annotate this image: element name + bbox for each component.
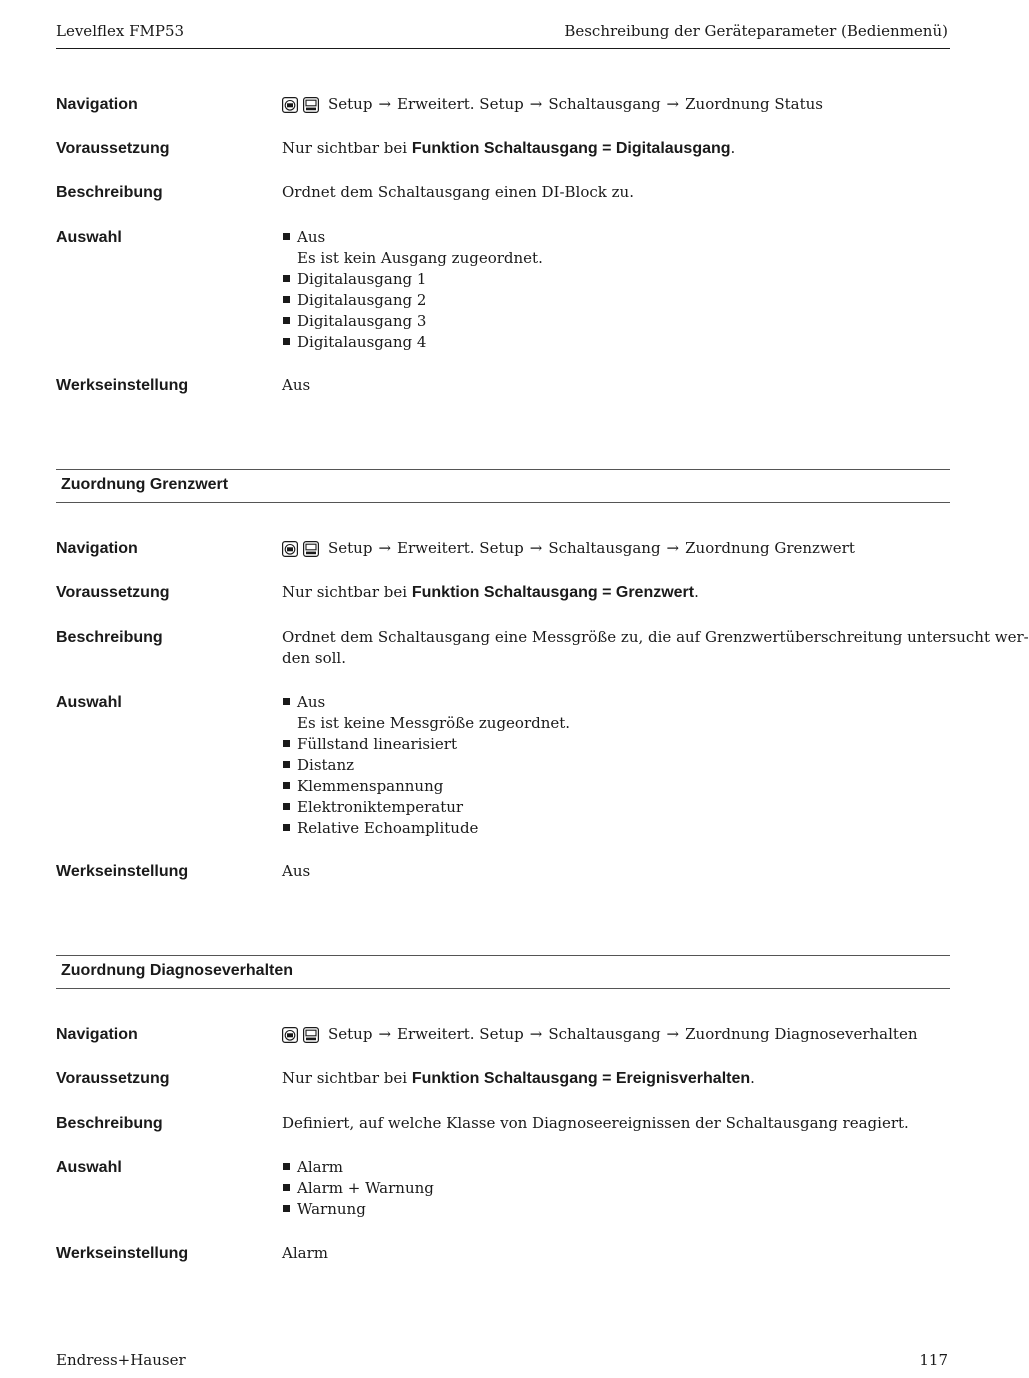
option-label: Alarm + Warnung — [297, 1179, 434, 1197]
page-header — [56, 20, 950, 49]
list-item — [282, 734, 946, 755]
section-title: Zuordnung Diagnoseverhalten — [61, 962, 294, 979]
auswahl-list — [282, 1157, 946, 1220]
bullet-square-icon — [283, 824, 290, 831]
arrow-icon: → — [529, 95, 543, 113]
label-navigation: Navigation — [56, 1026, 138, 1043]
voraussetzung-suffix: . — [730, 139, 736, 157]
option-label: Digitalausgang 1 — [297, 270, 427, 288]
bullet-square-icon — [283, 803, 290, 810]
beschreibung-text — [282, 627, 1029, 669]
list-item — [282, 1178, 946, 1199]
beschreibung-line: den soll. — [282, 649, 346, 667]
bullet-square-icon — [283, 698, 290, 705]
arrow-icon: → — [666, 1025, 680, 1043]
header-product: Levelflex FMP53 — [56, 22, 185, 40]
menu-icon — [282, 541, 298, 557]
list-item — [282, 311, 946, 332]
voraussetzung-text — [282, 138, 946, 159]
section-title-bar — [56, 469, 950, 503]
option-label: Relative Echoamplitude — [297, 819, 479, 837]
menu-icon — [282, 97, 298, 113]
option-description: Es ist keine Messgröße zugeordnet. — [297, 714, 571, 732]
voraussetzung-prefix: Nur sichtbar bei — [282, 583, 412, 601]
option-label: Füllstand linearisiert — [297, 735, 457, 753]
arrow-icon: → — [378, 1025, 392, 1043]
option-label: Digitalausgang 2 — [297, 291, 427, 309]
nav-step: Setup — [328, 539, 373, 557]
nav-step: Schaltausgang — [548, 95, 661, 113]
navigation-path — [282, 94, 946, 115]
label-beschreibung: Beschreibung — [56, 629, 163, 646]
nav-step: Zuordnung Diagnoseverhalten — [685, 1025, 918, 1043]
list-item — [282, 776, 946, 797]
auswahl-list — [282, 227, 946, 353]
arrow-icon: → — [529, 1025, 543, 1043]
option-label: Aus — [297, 693, 326, 711]
nav-step: Schaltausgang — [548, 539, 661, 557]
label-navigation: Navigation — [56, 540, 138, 557]
list-item — [282, 818, 946, 839]
option-label: Digitalausgang 4 — [297, 333, 427, 351]
werkseinstellung-value: Aus — [282, 862, 311, 880]
bullet-square-icon — [283, 338, 290, 345]
nav-step: Zuordnung Grenzwert — [685, 539, 855, 557]
section-title-bar — [56, 955, 950, 989]
bullet-square-icon — [283, 1205, 290, 1212]
list-item — [282, 1157, 946, 1178]
navigation-path — [282, 1024, 946, 1045]
footer-company: Endress+Hauser — [56, 1351, 186, 1369]
page-number: 117 — [919, 1351, 948, 1369]
bullet-square-icon — [283, 761, 290, 768]
label-beschreibung: Beschreibung — [56, 1115, 163, 1132]
nav-step: Setup — [328, 95, 373, 113]
list-item — [282, 227, 946, 269]
voraussetzung-suffix: . — [694, 583, 699, 601]
voraussetzung-condition: Funktion Schaltausgang = Grenzwert — [411, 584, 695, 601]
nav-step: Erweitert. Setup — [397, 95, 524, 113]
display-icon — [303, 1027, 319, 1043]
section-title: Zuordnung Grenzwert — [61, 476, 229, 493]
list-item — [282, 692, 946, 734]
header-chapter: Beschreibung der Geräteparameter (Bedienmenü) — [564, 22, 948, 40]
list-item — [282, 332, 946, 353]
option-label: Elektroniktemperatur — [297, 798, 464, 816]
werkseinstellung-value: Alarm — [282, 1244, 328, 1262]
arrow-icon: → — [529, 539, 543, 557]
option-label: Distanz — [297, 756, 355, 774]
beschreibung-text: Ordnet dem Schaltausgang einen DI-Block zu. — [282, 183, 634, 201]
label-auswahl: Auswahl — [56, 1159, 122, 1176]
option-label: Warnung — [297, 1200, 366, 1218]
display-icon — [303, 541, 319, 557]
voraussetzung-condition: Funktion Schaltausgang = Digitalausgang — [411, 140, 731, 157]
auswahl-list — [282, 692, 946, 839]
bullet-square-icon — [283, 740, 290, 747]
voraussetzung-text — [282, 582, 946, 603]
page-footer — [56, 1351, 950, 1373]
label-werkseinstellung: Werkseinstellung — [56, 863, 189, 880]
voraussetzung-prefix: Nur sichtbar bei — [282, 1069, 412, 1087]
option-description: Es ist kein Ausgang zugeordnet. — [297, 249, 543, 267]
nav-step: Schaltausgang — [548, 1025, 661, 1043]
label-werkseinstellung: Werkseinstellung — [56, 1245, 189, 1262]
display-icon — [303, 97, 319, 113]
label-beschreibung: Beschreibung — [56, 184, 163, 201]
option-label: Aus — [297, 228, 326, 246]
nav-step: Erweitert. Setup — [397, 1025, 524, 1043]
beschreibung-line: Ordnet dem Schaltausgang eine Messgröße zu, die auf Grenzwertüberschreitung untersucht wer- — [282, 628, 1029, 646]
list-item — [282, 797, 946, 818]
bullet-square-icon — [283, 317, 290, 324]
option-label: Digitalausgang 3 — [297, 312, 427, 330]
voraussetzung-text — [282, 1068, 946, 1089]
list-item — [282, 1199, 946, 1220]
list-item — [282, 755, 946, 776]
label-voraussetzung: Voraussetzung — [56, 140, 170, 157]
bullet-square-icon — [283, 296, 290, 303]
nav-step: Setup — [328, 1025, 373, 1043]
voraussetzung-prefix: Nur sichtbar bei — [282, 139, 412, 157]
navigation-path — [282, 538, 946, 559]
arrow-icon: → — [666, 95, 680, 113]
bullet-square-icon — [283, 1184, 290, 1191]
nav-step: Erweitert. Setup — [397, 539, 524, 557]
werkseinstellung-value: Aus — [282, 376, 311, 394]
arrow-icon: → — [378, 539, 392, 557]
beschreibung-text: Definiert, auf welche Klasse von Diagnoseereignissen der Schaltausgang reagiert. — [282, 1114, 909, 1132]
voraussetzung-condition: Funktion Schaltausgang = Ereignisverhalten — [411, 1070, 751, 1087]
bullet-square-icon — [283, 782, 290, 789]
menu-icon — [282, 1027, 298, 1043]
label-auswahl: Auswahl — [56, 229, 122, 246]
bullet-square-icon — [283, 233, 290, 240]
voraussetzung-suffix: . — [750, 1069, 755, 1087]
arrow-icon: → — [378, 95, 392, 113]
option-label: Alarm — [297, 1158, 343, 1176]
label-auswahl: Auswahl — [56, 694, 122, 711]
label-voraussetzung: Voraussetzung — [56, 584, 170, 601]
list-item — [282, 269, 946, 290]
arrow-icon: → — [666, 539, 680, 557]
nav-step: Zuordnung Status — [685, 95, 823, 113]
label-voraussetzung: Voraussetzung — [56, 1070, 170, 1087]
bullet-square-icon — [283, 1163, 290, 1170]
option-label: Klemmenspannung — [297, 777, 444, 795]
label-werkseinstellung: Werkseinstellung — [56, 377, 189, 394]
label-navigation: Navigation — [56, 96, 138, 113]
list-item — [282, 290, 946, 311]
bullet-square-icon — [283, 275, 290, 282]
